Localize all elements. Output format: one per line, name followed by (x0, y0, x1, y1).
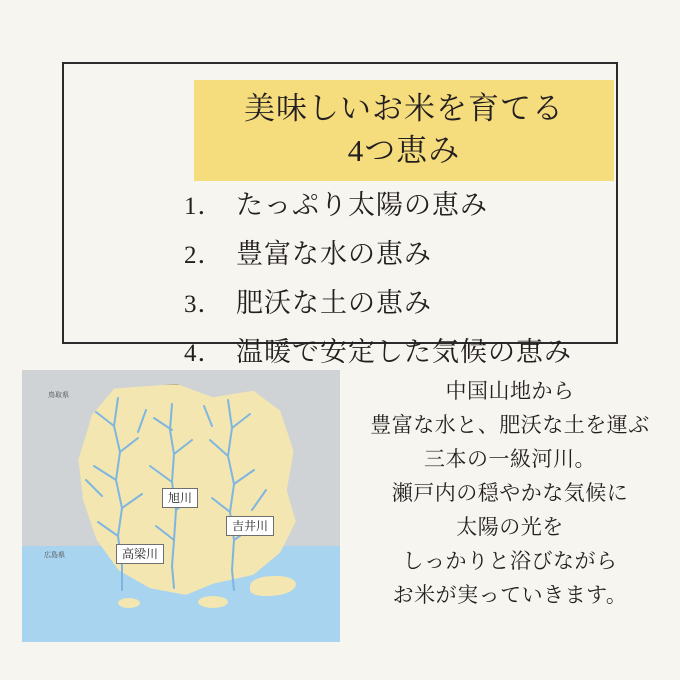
bottom-section (0, 366, 680, 656)
description-line: 三本の一級河川。 (424, 447, 596, 472)
description-line: 太陽の光を (456, 515, 564, 540)
list-item-number: 1． (184, 193, 224, 220)
description-line: 中国山地から (445, 379, 575, 403)
list-item-number: 4． (184, 340, 224, 367)
description-text (352, 374, 668, 612)
list-item-label: たっぷり太陽の恵み (236, 190, 488, 220)
benefits-panel (62, 62, 618, 367)
description-line: お米が実っていきます。 (392, 583, 628, 608)
prefecture-map (22, 370, 340, 642)
headline-line-1: 美味しいお米を育てる (244, 91, 564, 126)
map-label-yoshiigawa: 吉井川 (226, 516, 274, 536)
list-item (184, 290, 654, 317)
headline-line-2: 4つ恵み (347, 132, 461, 168)
map-corner-label-hiroshima: 広島県 (44, 552, 65, 559)
headline-banner (194, 80, 614, 181)
list-item-label: 肥沃な土の恵み (236, 288, 432, 318)
map-label-asahigawa: 旭川 (162, 488, 198, 508)
list-item-label: 豊富な水の恵み (236, 239, 432, 269)
description-line: 豊富な水と、肥沃な土を運ぶ (370, 413, 650, 438)
map-corner-label-tottori: 鳥取県 (48, 392, 69, 399)
description-line: 瀬戸内の穏やかな気候に (391, 481, 629, 506)
list-item-number: 3． (184, 291, 224, 318)
list-item (184, 241, 654, 268)
list-item (184, 339, 654, 366)
list-item-number: 2． (184, 242, 224, 269)
benefits-list (184, 192, 654, 388)
list-item (184, 192, 654, 219)
description-line: しっかりと浴びながら (402, 549, 618, 574)
list-item-label: 温暖で安定した気候の恵み (236, 337, 572, 367)
map-label-takahashigawa: 高梁川 (116, 544, 164, 564)
